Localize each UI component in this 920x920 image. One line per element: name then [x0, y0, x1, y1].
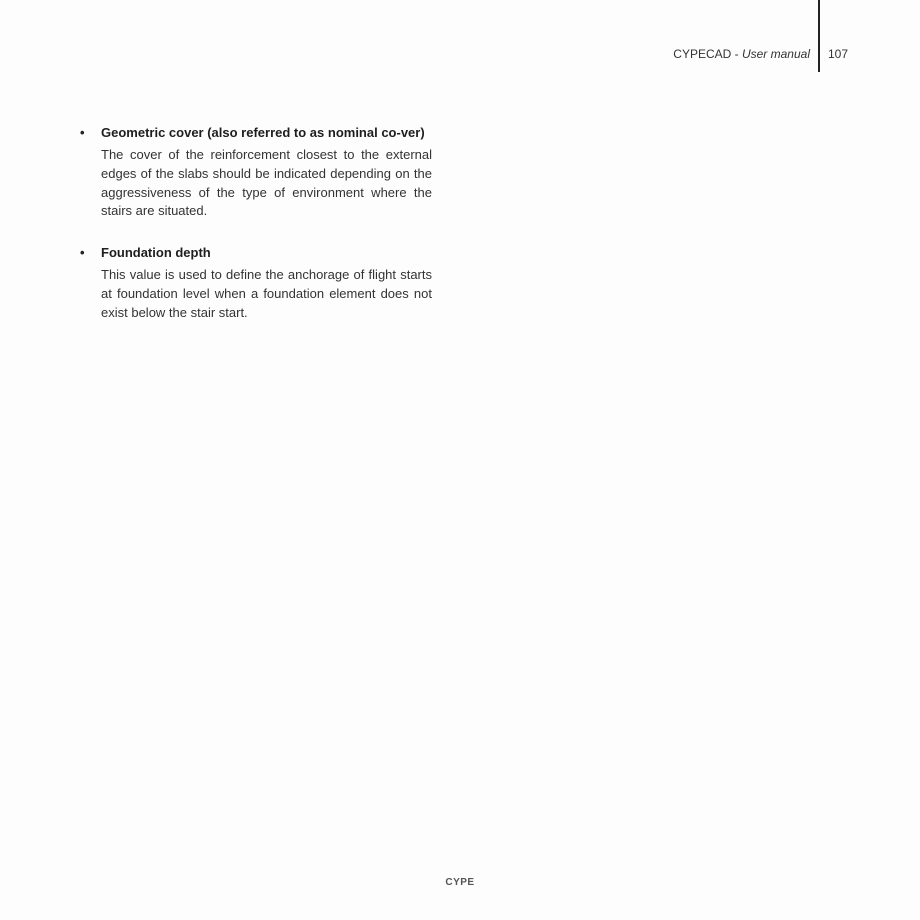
document-type: User manual [741, 47, 810, 61]
item-heading: Geometric cover (also referred to as nominal co-ver) [101, 125, 425, 140]
title-separator: - [731, 47, 742, 61]
list-item [80, 123, 432, 221]
main-content [80, 123, 432, 345]
product-name: CYPECAD [673, 47, 732, 61]
list-item [80, 243, 432, 322]
bullet-icon: • [80, 245, 85, 261]
page-number: 107 [828, 47, 849, 61]
bullet-icon: • [80, 125, 85, 140]
item-text: This value is used to define the anchorage of flight starts at foundation level when a foundation element does not exist below the stair start. [101, 267, 432, 320]
running-title [673, 47, 810, 61]
item-heading: Foundation depth [101, 245, 211, 261]
item-text: The cover of the reinforcement closest to the external edges of the slabs should be indicated depending on the aggressiveness of the type of environment where the stairs are situated. [101, 147, 432, 219]
header-vertical-rule [818, 0, 820, 72]
footer-brand: CYPE [445, 877, 475, 888]
